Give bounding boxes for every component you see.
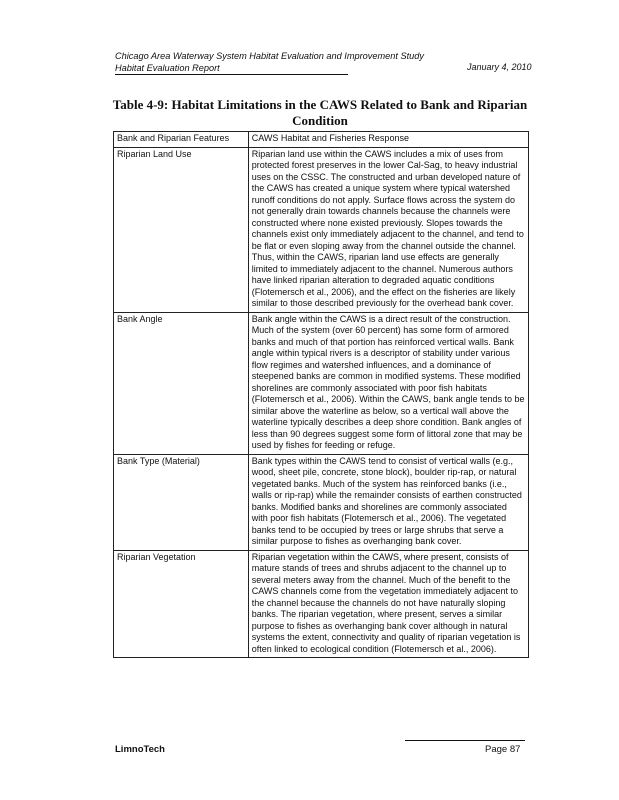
header-rule xyxy=(115,74,348,75)
feature-cell: Bank Type (Material) xyxy=(114,454,249,550)
footer-company: LimnoTech xyxy=(115,744,165,755)
feature-cell: Riparian Land Use xyxy=(114,147,249,312)
response-cell: Riparian land use within the CAWS includes a mix of uses from protected forest preserves in the lower Cal-Sag, to heavy industrial uses on the CSSC. The constructed and urban developed nature of the CAWS has created a unique system where typical watershed runoff conditions do not apply. Surface flows across the system do not generally drain towards channels because the channels were constructed where none existed previously. Slopes towards the channels exist only immediately adjacent to the channel, and tend to be flat or even sloping away from the channel outside the channel. Thus, within the CAWS, riparian land use effects are generally limited to immediately adjacent to the channel. Numerous authors have linked riparian alteration to degraded aquatic conditions (Flotemersch et al., 2006), and the effect on the fisheries are likely similar to those described previously for the overhead bank cover. xyxy=(248,147,528,312)
page-number: Page 87 xyxy=(485,744,521,755)
table-title: Table 4-9: Habitat Limitations in the CAWS Related to Bank and Riparian Condition xyxy=(112,97,528,128)
feature-cell: Riparian Vegetation xyxy=(114,550,249,658)
response-cell: Bank types within the CAWS tend to consist of vertical walls (e.g., wood, sheet pile, concrete, stone block), boulder rip-rap, or natural vegetated banks. Much of the system has reinforced banks (i.e., walls or rip-rap) while the remainder consists of earthen constructed banks. Modified banks and shorelines are commonly associated with poor fish habitats (Flotemersch et al., 2006). The vegetated banks tend to be occupied by trees or large shrubs that serve a similar purpose to fishes as overhanging bank cover. xyxy=(248,454,528,550)
table-row xyxy=(114,550,529,658)
column-header-response: CAWS Habitat and Fisheries Response xyxy=(248,132,528,148)
footer-rule xyxy=(405,740,525,741)
response-cell: Bank angle within the CAWS is a direct result of the construction. Much of the system (over 60 percent) has some form of armored banks and much of that portion has reinforced vertical walls. Bank angle within typical rivers is a descriptor of stability under various flow regimes and watershed influences, and a dominance of steepened banks are common in modified systems. These modified shorelines are commonly associated with poor fish habitats (Flotemersch et al., 2006). Within the CAWS, bank angle tends to be similar above the waterline as below, so a vertical wall above the waterline typically describes a deep shore condition. Bank angles of less than 90 degrees suggest some form of littoral zone that may be used by fishes for feeding or refuge. xyxy=(248,312,528,454)
table-row xyxy=(114,147,529,312)
column-header-features: Bank and Riparian Features xyxy=(114,132,249,148)
response-cell: Riparian vegetation within the CAWS, where present, consists of mature stands of trees and shrubs adjacent to the channel up to several meters away from the channel. Much of the benefit to the CAWS channels come from the vegetation immediately adjacent to the channel because the channels do not have naturally sloping banks. The riparian vegetation, where present, serves a similar purpose to fishes as overhanging bank cover although in natural systems the extent, connectivity and quality of riparian vegetation is often linked to ecological condition (Flotemersch et al., 2006). xyxy=(248,550,528,658)
habitat-limitations-table xyxy=(113,131,529,658)
table-row xyxy=(114,454,529,550)
header-report-title: Habitat Evaluation Report xyxy=(115,63,220,73)
header-study-title: Chicago Area Waterway System Habitat Evaluation and Improvement Study xyxy=(115,51,424,61)
running-header xyxy=(115,50,424,74)
header-date: January 4, 2010 xyxy=(467,62,532,72)
table-header-row xyxy=(114,132,529,148)
table-row xyxy=(114,312,529,454)
feature-cell: Bank Angle xyxy=(114,312,249,454)
